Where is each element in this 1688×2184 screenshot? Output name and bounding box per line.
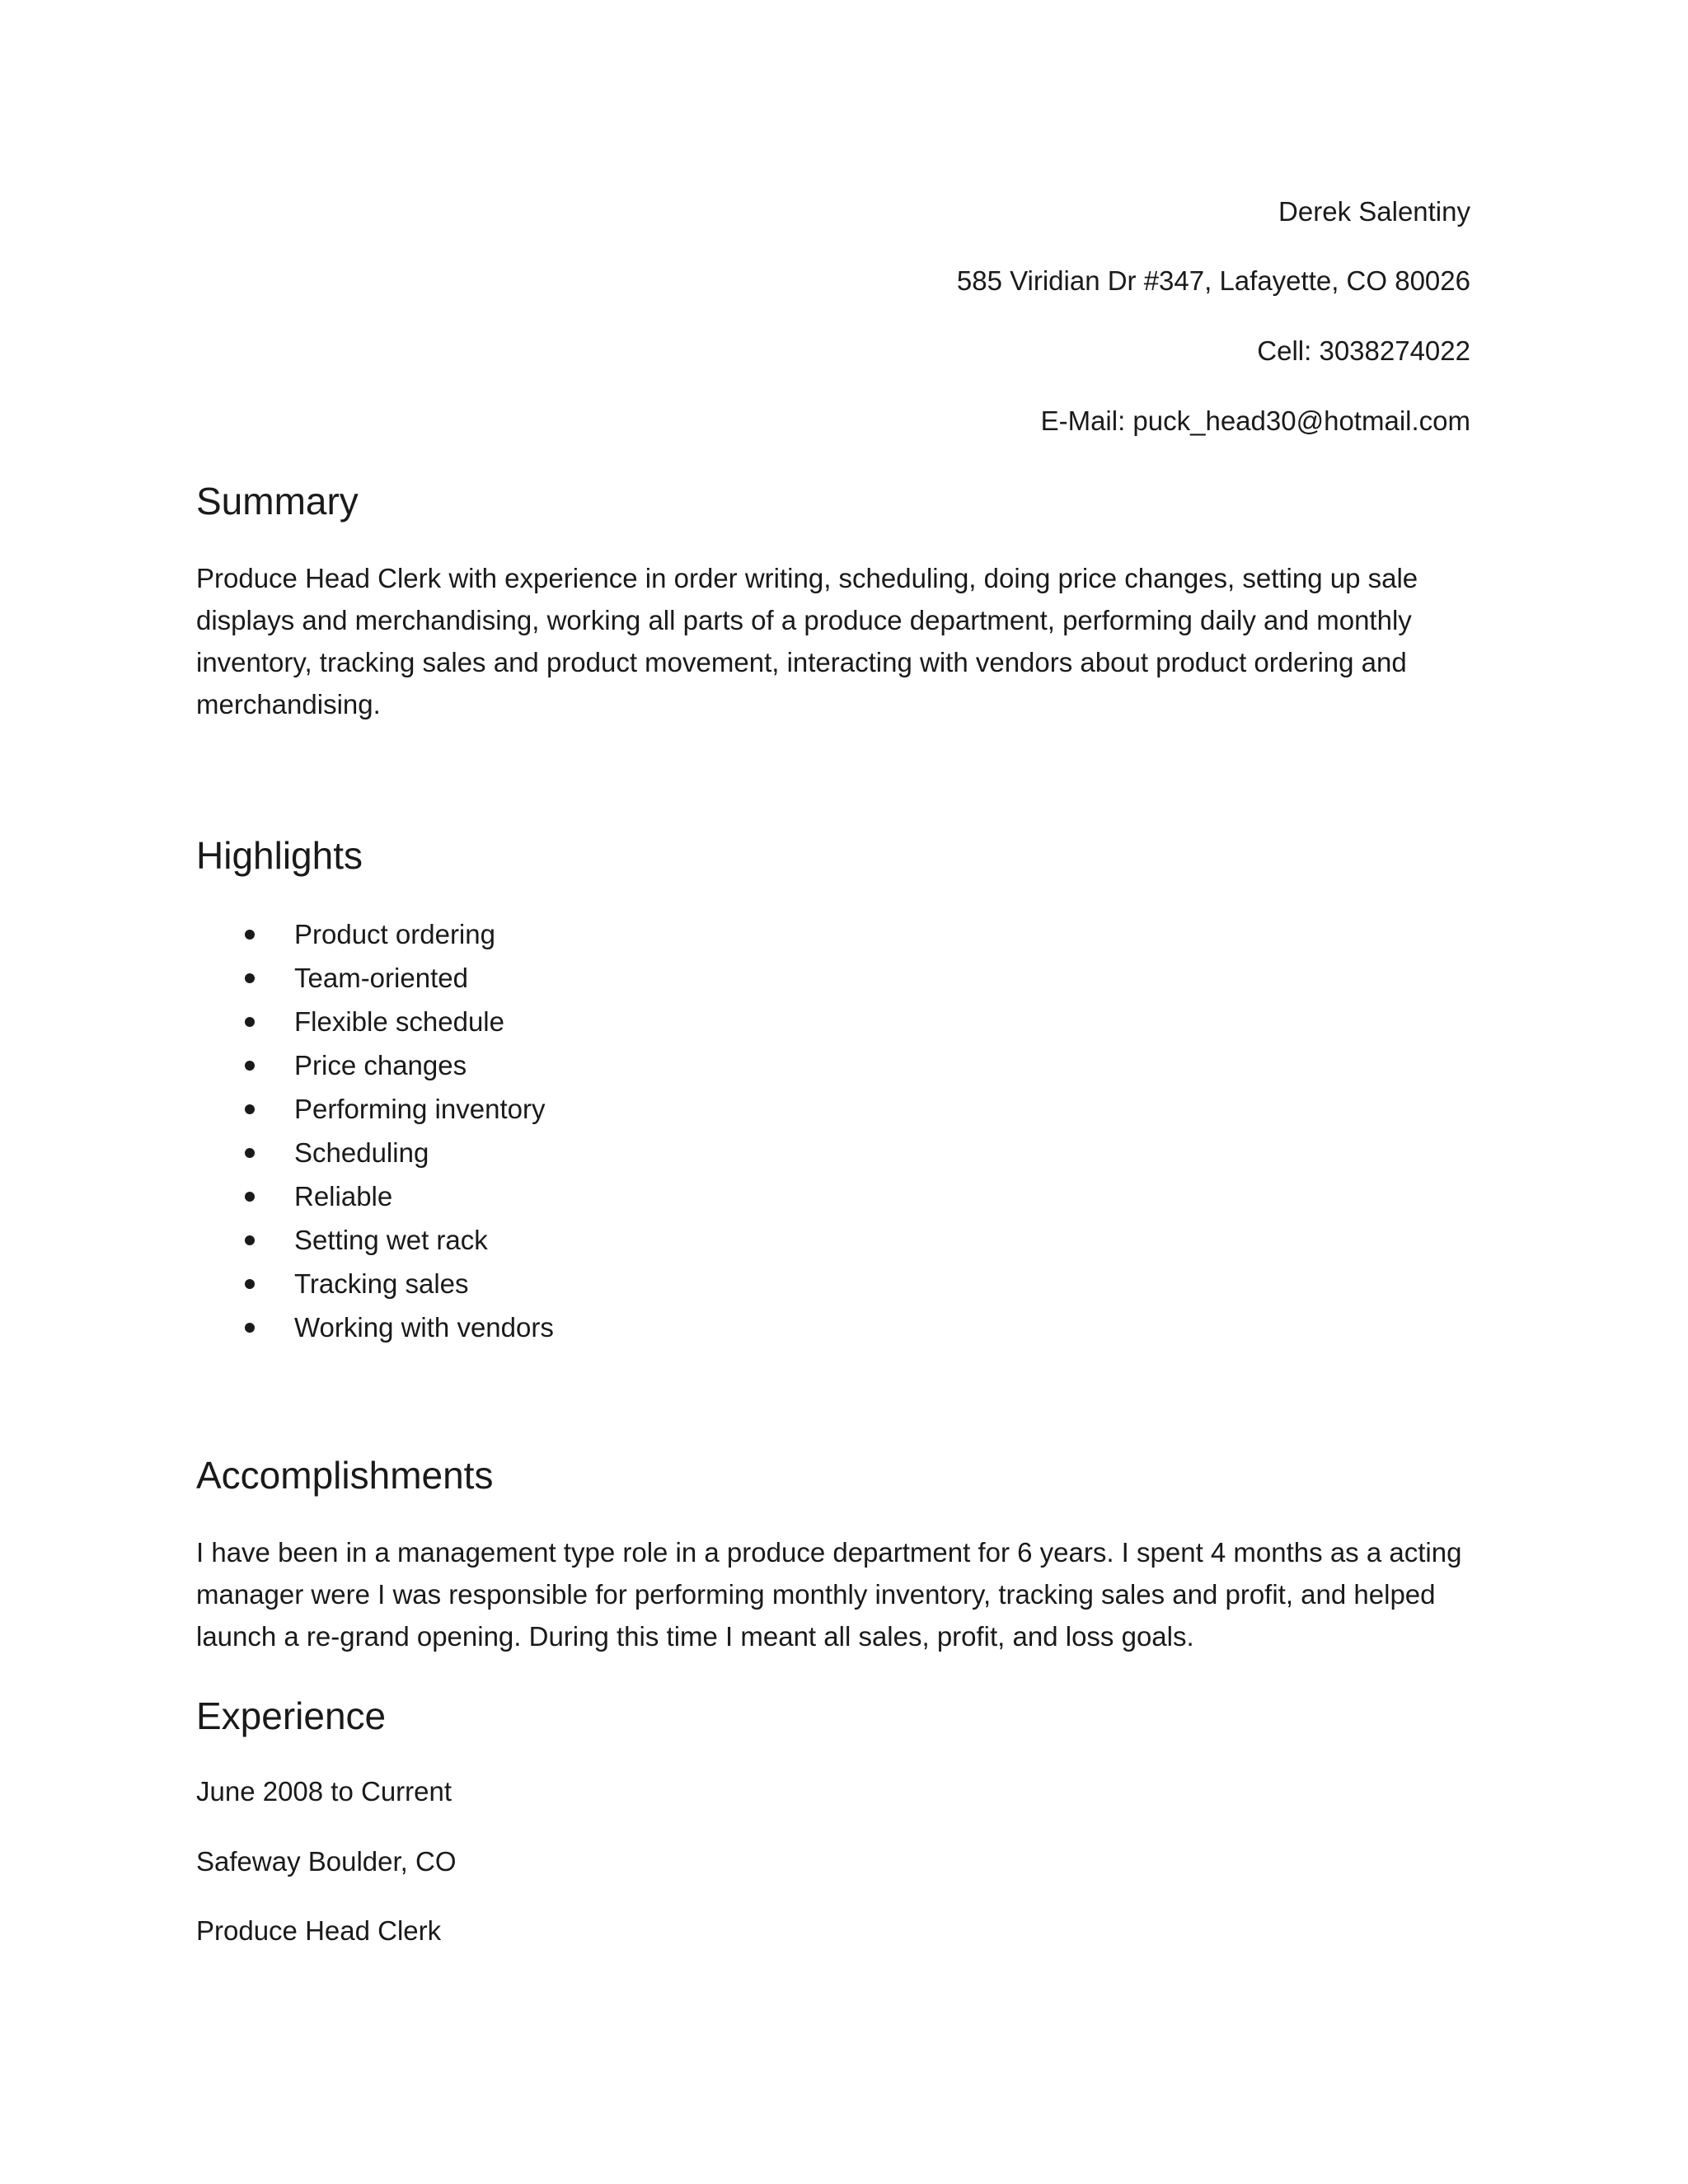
highlight-label: Reliable [294,1181,393,1212]
experience-title: Produce Head Clerk [196,1915,442,1946]
highlight-label: Price changes [294,1050,467,1080]
bullet-icon [245,1104,255,1114]
contact-cell: Cell: 3038274022 [1257,335,1470,366]
accomplishments-heading: Accomplishments [196,1454,494,1497]
contact-address: 585 Viridian Dr #347, Lafayette, CO 80026 [956,265,1470,296]
highlight-label: Tracking sales [294,1268,469,1299]
accomplishments-text: I have been in a management type role in a produce department for 6 years. I spent 4 months as a acting manager were I was responsible for performing monthly inventory, tracking sales and profit, and helped launch a re-grand opening. During this time I meant all sales, profit, and loss goals. [196,1537,1462,1652]
bullet-icon [245,1323,255,1333]
highlight-label: Working with vendors [294,1312,554,1343]
highlight-item [196,1174,554,1218]
bullet-icon [245,1148,255,1158]
highlight-label: Setting wet rack [294,1225,488,1255]
experience-heading: Experience [196,1694,387,1737]
bullet-icon [245,1017,255,1027]
highlight-item [196,1305,554,1349]
bullet-icon [245,1192,255,1202]
highlight-item [196,912,554,956]
highlights-list [196,912,554,1349]
bullet-icon [245,1061,255,1071]
highlight-label: Scheduling [294,1137,429,1168]
highlight-label: Performing inventory [294,1094,546,1124]
experience-dates: June 2008 to Current [196,1776,452,1807]
highlight-item [196,1131,554,1174]
contact-email: E-Mail: puck_head30@hotmail.com [1040,405,1470,436]
highlight-item [196,1087,554,1131]
highlight-label: Team-oriented [294,963,468,993]
bullet-icon [245,930,255,940]
experience-company: Safeway Boulder, CO [196,1846,457,1877]
highlight-item [196,1218,554,1262]
highlight-item [196,1000,554,1043]
highlight-item [196,1043,554,1087]
contact-name: Derek Salentiny [1278,196,1470,227]
highlight-item [196,956,554,1000]
highlight-item [196,1262,554,1305]
highlights-heading: Highlights [196,834,363,877]
highlight-label: Product ordering [294,919,495,949]
bullet-icon [245,1235,255,1245]
summary-heading: Summary [196,480,359,523]
summary-text: Produce Head Clerk with experience in order writing, scheduling, doing price changes, setting up sale displays and merchandising, working all parts of a produce department, performing daily and monthly inventory, tracking sales and product movement, interacting with vendors about product ordering and merchandising. [196,563,1418,719]
bullet-icon [245,973,255,983]
bullet-icon [245,1279,255,1289]
resume-page [196,0,1470,2184]
highlight-label: Flexible schedule [294,1006,504,1037]
